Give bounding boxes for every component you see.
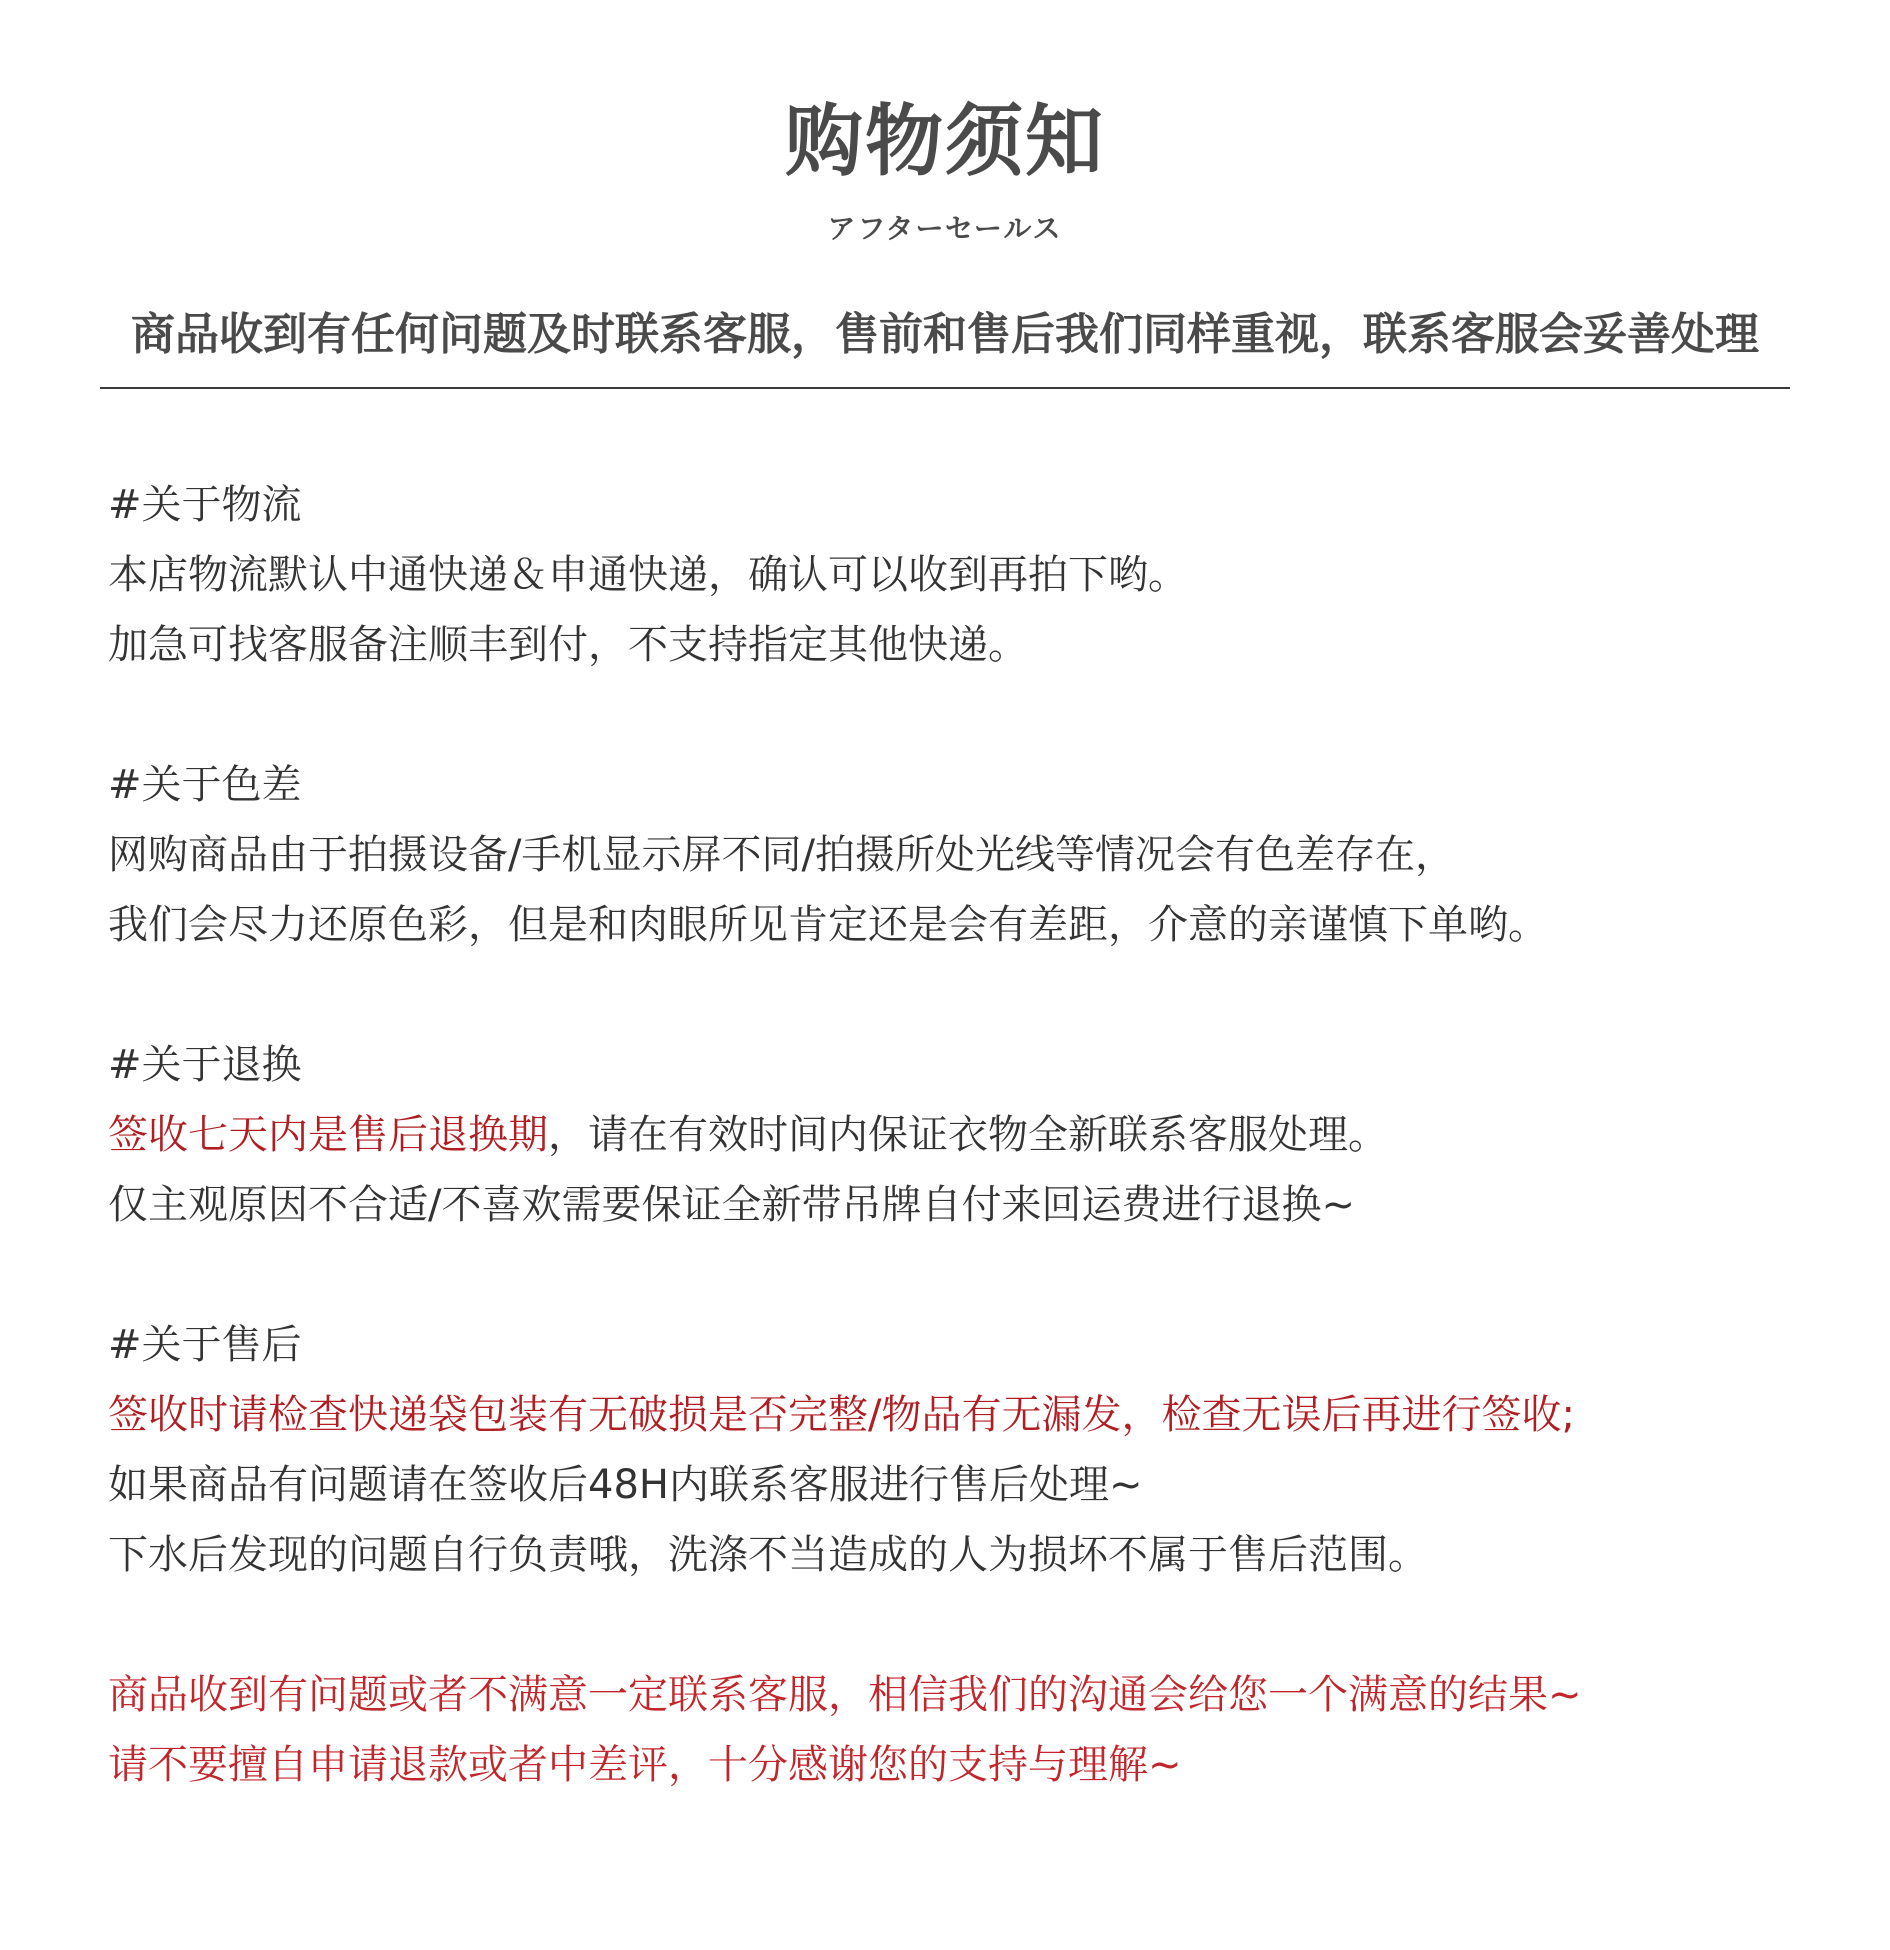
section-heading: #关于退换: [108, 1042, 302, 1088]
section-color-difference: [108, 750, 1808, 960]
normal-text: ，请在有效时间内保证衣物全新联系客服处理。: [548, 1112, 1388, 1158]
highlight-text: 签收七天内是售后退换期: [108, 1112, 548, 1158]
section-line: 如果商品有问题请在签收后48H内联系客服进行售后处理~: [108, 1462, 1143, 1508]
closing-line: 请不要擅自申请退款或者中差评，十分感谢您的支持与理解~: [108, 1742, 1182, 1788]
section-heading: #关于售后: [108, 1322, 302, 1368]
section-line: 本店物流默认中通快递＆申通快递，确认可以收到再拍下哟。: [108, 552, 1188, 598]
section-line: 我们会尽力还原色彩，但是和肉眼所见肯定还是会有差距，介意的亲谨慎下单哟。: [108, 902, 1548, 948]
section-line: [108, 1100, 1808, 1170]
section-heading: #关于物流: [108, 482, 302, 528]
closing-note: [108, 1660, 1808, 1800]
section-logistics: [108, 470, 1808, 680]
section-line: 下水后发现的问题自行负责哦，洗涤不当造成的人为损坏不属于售后范围。: [108, 1532, 1428, 1578]
section-line: 加急可找客服备注顺丰到付，不支持指定其他快递。: [108, 622, 1028, 668]
section-line: 仅主观原因不合适/不喜欢需要保证全新带吊牌自付来回运费进行退换~: [108, 1182, 1355, 1228]
page-subtitle: アフターセールス: [827, 212, 1063, 245]
section-after-sales: [108, 1310, 1808, 1590]
section-returns: [108, 1030, 1808, 1240]
section-line: 网购商品由于拍摄设备/手机显示屏不同/拍摄所处光线等情况会有色差存在，: [108, 832, 1455, 878]
headline-banner: 商品收到有任何问题及时联系客服，售前和售后我们同样重视，联系客服会妥善处理: [131, 309, 1759, 360]
notice-body: [108, 470, 1808, 1870]
header-divider: [100, 387, 1790, 389]
closing-line: 商品收到有问题或者不满意一定联系客服，相信我们的沟通会给您一个满意的结果~: [108, 1672, 1582, 1718]
page-title: 购物须知: [784, 97, 1105, 187]
section-heading: #关于色差: [108, 762, 302, 808]
highlight-line: 签收时请检查快递袋包装有无破损是否完整/物品有无漏发，检查无误后再进行签收;: [108, 1392, 1575, 1438]
